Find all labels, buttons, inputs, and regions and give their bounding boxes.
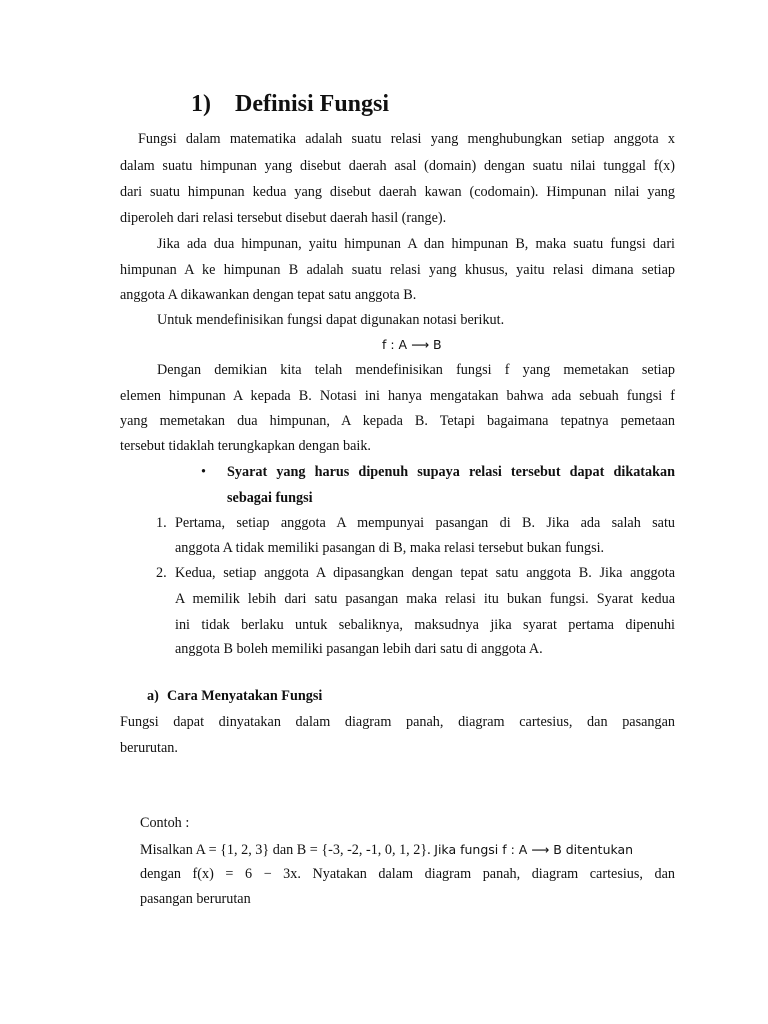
list-item-2-line-2: A memilik lebih dari satu pasangan maka relasi itu bukan fungsi. Syarat kedua [175,591,675,607]
section-title: Definisi Fungsi [235,91,390,117]
para4-line-1: Dengan demikian kita telah mendefinisikan fungsi f yang memetakan setiap [157,362,675,378]
para2-line-1: Jika ada dua himpunan, yaitu himpunan A dan himpunan B, maka suatu fungsi dari [157,236,675,252]
para1-line-3: dari suatu himpunan kedua yang disebut daerah kawan (codomain). Himpunan nilai yang [120,184,675,200]
example-line-1-math: Jika fungsi f : A ⟶ B ditentukan [434,842,634,857]
example-line-3: pasangan berurutan [140,891,251,907]
bullet-icon: • [201,464,206,480]
para1-line-2: dalam suatu himpunan yang disebut daerah asal (domain) dengan suatu nilai tunggal f(x) [120,158,675,174]
para5-line-2: berurutan. [120,740,178,756]
para2-line-3: anggota A dikawankan dengan tepat satu anggota B. [120,287,417,303]
para4-line-2: elemen himpunan A kepada B. Notasi ini hanya mengatakan bahwa ada sebuah fungsi f [120,388,675,404]
list-item-2-line-4: anggota B boleh memiliki pasangan lebih dari satu di anggota A. [175,641,543,657]
list-item-2-line-3: ini tidak berlaku untuk sebaliknya, maksudnya jika syarat pertama dipenuhi [175,617,675,633]
para1-line-1: Fungsi dalam matematika adalah suatu relasi yang menghubungkan setiap anggota x [138,131,675,147]
para5-line-1: Fungsi dapat dinyatakan dalam diagram panah, diagram cartesius, dan pasangan [120,714,675,730]
bullet-line-2: sebagai fungsi [227,490,313,506]
section-number: 1) [191,91,211,117]
para4-line-4: tersebut tidaklah terungkapkan dengan baik. [120,438,371,454]
list-item-1-line-1: Pertama, setiap anggota A mempunyai pasangan di B. Jika ada salah satu [175,515,675,531]
bullet-line-1: Syarat yang harus dipenuh supaya relasi tersebut dapat dikatakan [227,464,675,480]
list-item-1-number: 1. [156,515,167,531]
para2-line-2: himpunan A ke himpunan B adalah suatu relasi yang khusus, yaitu relasi dimana setiap [120,262,675,278]
function-notation: f : A ⟶ B [382,337,442,352]
para4-line-3: yang memetakan dua himpunan, A kepada B. Tetapi bagaimana tepatnya pemetaan [120,413,675,429]
para1-line-4: diperoleh dari relasi tersebut disebut daerah hasil (range). [120,210,447,226]
list-item-2-number: 2. [156,565,167,581]
example-label: Contoh : [140,815,190,831]
example-line-2: dengan f(x) = 6 − 3x. Nyatakan dalam diagram panah, diagram cartesius, dan [140,866,675,882]
example-line-1-text: Misalkan A = {1, 2, 3} dan B = {-3, -2, -1, 0, 1, 2}. [140,842,431,858]
list-item-1-line-2: anggota A tidak memiliki pasangan di B, maka relasi tersebut bukan fungsi. [175,540,605,556]
para3-line: Untuk mendefinisikan fungsi dapat digunakan notasi berikut. [157,312,505,328]
subheading-label: a) [147,688,159,704]
section-heading [191,88,389,120]
example-line-1 [140,841,675,859]
list-item-2-line-1: Kedua, setiap anggota A dipasangkan dengan tepat satu anggota B. Jika anggota [175,565,675,581]
subheading-title: Cara Menyatakan Fungsi [167,688,323,704]
